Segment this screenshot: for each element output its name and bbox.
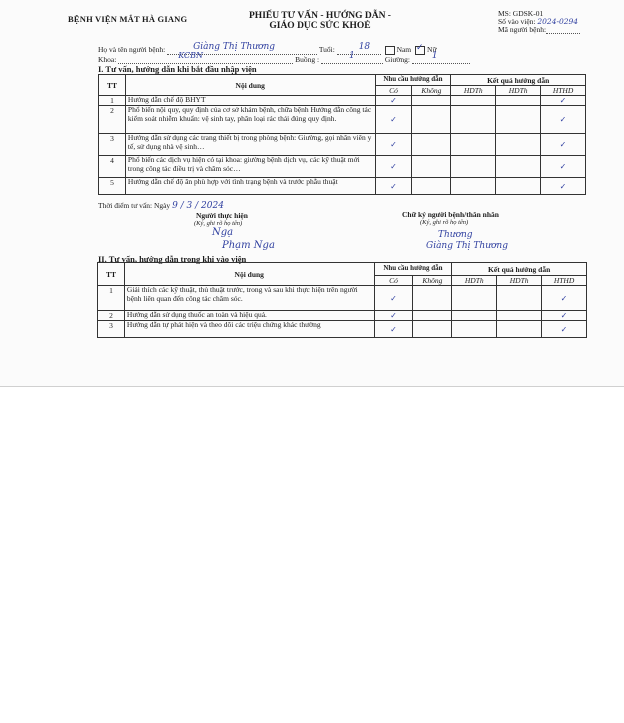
- check-mark: ✓: [541, 178, 586, 195]
- admission-value: 2024-0294: [537, 17, 579, 26]
- check-mark: ✓: [541, 156, 586, 178]
- table-row: 2 Hướng dẫn sử dụng thuốc an toàn và hiệu quả. ✓ ✓: [98, 311, 587, 321]
- patient-location-row: Khoa: KCBN Buồng : 1 Giường: 1: [98, 55, 470, 64]
- hospital-name: BỆNH VIỆN MẮT HÀ GIANG: [68, 14, 188, 24]
- check-mark: ✓: [541, 106, 586, 134]
- table-row: 1 Hướng dẫn chế độ BHYT ✓ ✓: [99, 96, 586, 106]
- col-content: Nội dung: [124, 263, 374, 286]
- table-row: 4 Phổ biến các dịch vụ hiện có tại khoa: giường bệnh dịch vụ, các kỹ thuật mới trong công tác điều trị và chăm sóc… ✓ ✓: [99, 156, 586, 178]
- admission-number: Số vào viện: 2024-0294: [498, 17, 579, 26]
- bed-value: 1: [431, 51, 438, 61]
- check-mark: ✓: [541, 134, 586, 156]
- check-mark: ✓: [375, 156, 412, 178]
- col-content: Nội dung: [125, 75, 375, 96]
- check-mark: ✓: [374, 286, 413, 311]
- section1-table: TT Nội dung Nhu cầu hướng dẫn Kết quả hướng dẫn Có Không HDTh HDTh HTHD 1 Hướng dẫn chế độ BHYT ✓ ✓ 2 Phổ biến nội quy, quy định của cơ sở khám bệnh, chữa bệnh Hướng dẫn công tác kiểm soát nhiễm khuẩn: vệ sinh tay, phân loại rác thải đúng quy định. ✓ ✓ 3 Hướng dẫn sử dụng các trang thiết bị trong phòng bệnh: Giường, gọi nhân viên y tế, sử dụng nhà vệ sinh… ✓ ✓ 4 Phổ biến các dịch vụ hiện có tại khoa: giường bệnh dịch vụ, các kỹ thuật mới trong công tác điều trị và chăm sóc… ✓ ✓ 5 Hướng dẫn chế độ ăn phù hợp với tình trạng bệnh và trước phẫu thuật ✓ ✓: [98, 74, 586, 195]
- section2-title: II. Tư vấn, hướng dẫn trong khi vào viện: [98, 254, 247, 264]
- female-checkbox[interactable]: [415, 46, 425, 55]
- check-mark: ✓: [542, 311, 587, 321]
- patient-name-sign: Giàng Thị Thương: [426, 241, 508, 251]
- patient-name-row: Họ và tên người bệnh: Giàng Thị Thương Tuổi: 18 Nam ✓ Nữ: [98, 45, 437, 55]
- patient-sign-label: Chữ ký người bệnh/thân nhân: [402, 210, 499, 219]
- patient-sign-hint: (Ký, ghi rõ họ tên): [420, 219, 469, 226]
- form-title-line2: GIÁO DỤC SỨC KHOẺ: [269, 21, 371, 31]
- advisor-hint: (Ký, ghi rõ họ tên): [194, 220, 243, 227]
- col-need: Nhu cầu hướng dẫn: [375, 75, 451, 86]
- table-row: 1 Giải thích các kỹ thuật, thủ thuật trước, trong và sau khi thực hiện trên người bệnh liên quan đến công tác chăm sóc. ✓ ✓: [98, 286, 587, 311]
- col-tt: TT: [99, 75, 126, 96]
- patient-name-value: Giàng Thị Thương: [193, 41, 276, 52]
- check-mark: ✓: [375, 96, 412, 106]
- male-checkbox[interactable]: [385, 46, 395, 55]
- col-need: Nhu cầu hướng dẫn: [374, 263, 452, 276]
- patient-signature: Thương: [438, 230, 473, 240]
- table-row: 2 Phổ biến nội quy, quy định của cơ sở khám bệnh, chữa bệnh Hướng dẫn công tác kiểm soát nhiễm khuẩn: vệ sinh tay, phân loại rác thải đúng quy định. ✓ ✓: [99, 106, 586, 134]
- table-row: 3 Hướng dẫn tự phát hiện và theo dõi các triệu chứng khác thường ✓ ✓: [98, 321, 587, 338]
- check-mark: ✓: [375, 106, 412, 134]
- department-value: KCBN: [178, 51, 203, 60]
- form-title-line1: PHIẾU TƯ VẤN - HƯỚNG DẪN -: [249, 11, 391, 21]
- col-tt: TT: [98, 263, 125, 286]
- check-mark: ✓: [542, 286, 587, 311]
- check-mark: ✓: [541, 96, 586, 106]
- table-row: 5 Hướng dẫn chế độ ăn phù hợp với tình trạng bệnh và trước phẫu thuật ✓ ✓: [99, 178, 586, 195]
- check-mark: ✓: [374, 321, 413, 338]
- col-result: Kết quả hướng dẫn: [451, 75, 586, 86]
- check-mark: ✓: [374, 311, 413, 321]
- patient-code: Mã người bệnh:: [498, 25, 580, 34]
- check-mark: ✓: [375, 178, 412, 195]
- table-row: 3 Hướng dẫn sử dụng các trang thiết bị trong phòng bệnh: Giường, gọi nhân viên y tế, sử dụng nhà vệ sinh… ✓ ✓: [99, 134, 586, 156]
- advisor-name: Phạm Nga: [222, 240, 275, 251]
- advisor-signature: Ngạ: [212, 227, 234, 238]
- consult-time: Thời điểm tư vấn: Ngày 9 / 3 / 2024: [98, 201, 224, 211]
- age-value: 18: [358, 41, 371, 52]
- consult-date-value: 9 / 3 / 2024: [172, 201, 224, 211]
- section2-table: TT Nội dung Nhu cầu hướng dẫn Kết quả hướng dẫn Có Không HDTh HDTh HTHD 1 Giải thích các kỹ thuật, thủ thuật trước, trong và sau khi thực hiện trên người bệnh liên quan đến công tác chăm sóc. ✓ ✓ 2 Hướng dẫn sử dụng thuốc an toàn và hiệu quả. ✓ ✓ 3 Hướng dẫn tự phát hiện và theo dõi các triệu chứng khác thường ✓ ✓: [97, 262, 587, 338]
- form-code: MS: GDSK-01: [498, 9, 544, 18]
- section1-title: I. Tư vấn, hướng dẫn khi bắt đầu nhập viện: [98, 64, 257, 74]
- check-mark: ✓: [375, 134, 412, 156]
- col-result: Kết quả hướng dẫn: [452, 263, 587, 276]
- advisor-label: Người thực hiện: [196, 211, 248, 220]
- room-value: 1: [348, 51, 355, 61]
- check-mark: ✓: [542, 321, 587, 338]
